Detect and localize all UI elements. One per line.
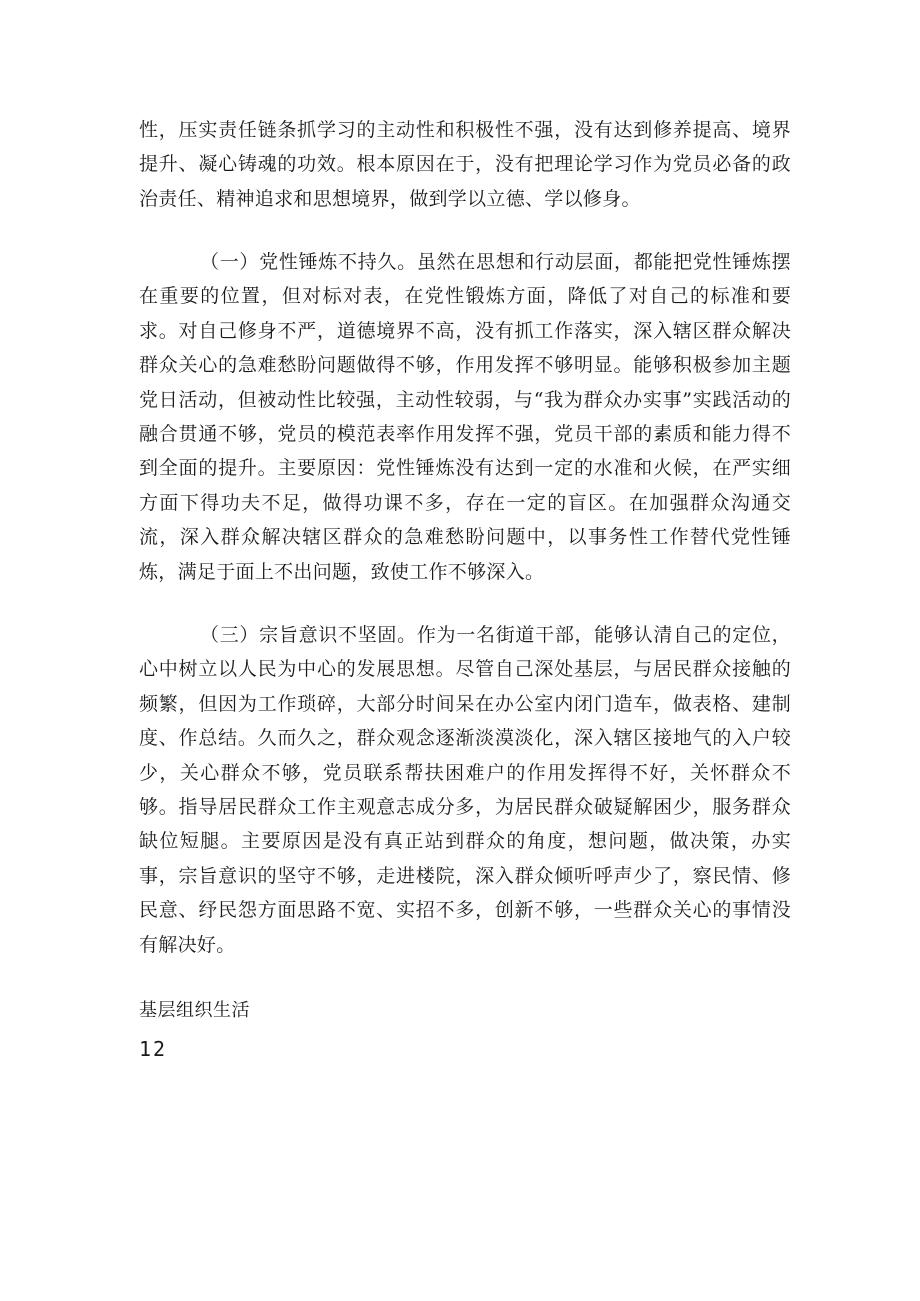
paragraph-purpose-awareness: （三）宗旨意识不坚固。作为一名街道干部，能够认清自己的定位，心中树立以人民为中心的发展思想。尽管自己深处基层，与居民群众接触的频繁，但因为工作琐碎，大部分时间呆在办公室内闭门造车，做表格、建制度、作总结。久而久之，群众观念逐渐淡漠淡化，深入辖区接地气的入户较少，关心群众不够，党员联系帮扶困难户的作用发挥得不好，关怀群众不够。指导居民群众工作主观意志成分多，为居民群众破疑解困少，服务群众缺位短腿。主要原因是没有真正站到群众的角度，想问题，做决策，办实事，宗旨意识的坚守不够，走进楼院，深入群众倾听呼声少了，察民情、修民意、纾民怨方面思路不宽、实招不多，创新不够，一些群众关心的事情没有解决好。 [139, 624, 791, 956]
paragraph-continuation: 性，压实责任链条抓学习的主动性和积极性不强，没有达到修养提高、境界提升、凝心铸魂的功效。根本原因在于，没有把理论学习作为党员必备的政治责任、精神追求和思想境界，做到学以立德、学以修身。 [139, 119, 791, 210]
footer-title: 基层组织生活 [139, 1000, 250, 1021]
page-number: 12 [139, 1037, 168, 1061]
paragraph-party-spirit: （一）党性锤炼不持久。虽然在思想和行动层面，都能把党性锤炼摆在重要的位置，但对标对表，在党性锻炼方面，降低了对自己的标准和要求。对自己修身不严，道德境界不高，没有抓工作落实，深入辖区群众解决群众关心的急难愁盼问题做得不够，作用发挥不够明显。能够积极参加主题党日活动，但被动性比较强，主动性较弱，与“我为群众办实事”实践活动的融合贯通不够，党员的模范表率作用发挥不强，党员干部的素质和能力得不到全面的提升。主要原因：党性锤炼没有达到一定的水准和火候，在严实细方面下得功夫不足，做得功课不多，存在一定的盲区。在加强群众沟通交流，深入群众解决辖区群众的急难愁盼问题中，以事务性工作替代党性锤炼，满足于面上不出问题，致使工作不够深入。 [139, 251, 791, 583]
